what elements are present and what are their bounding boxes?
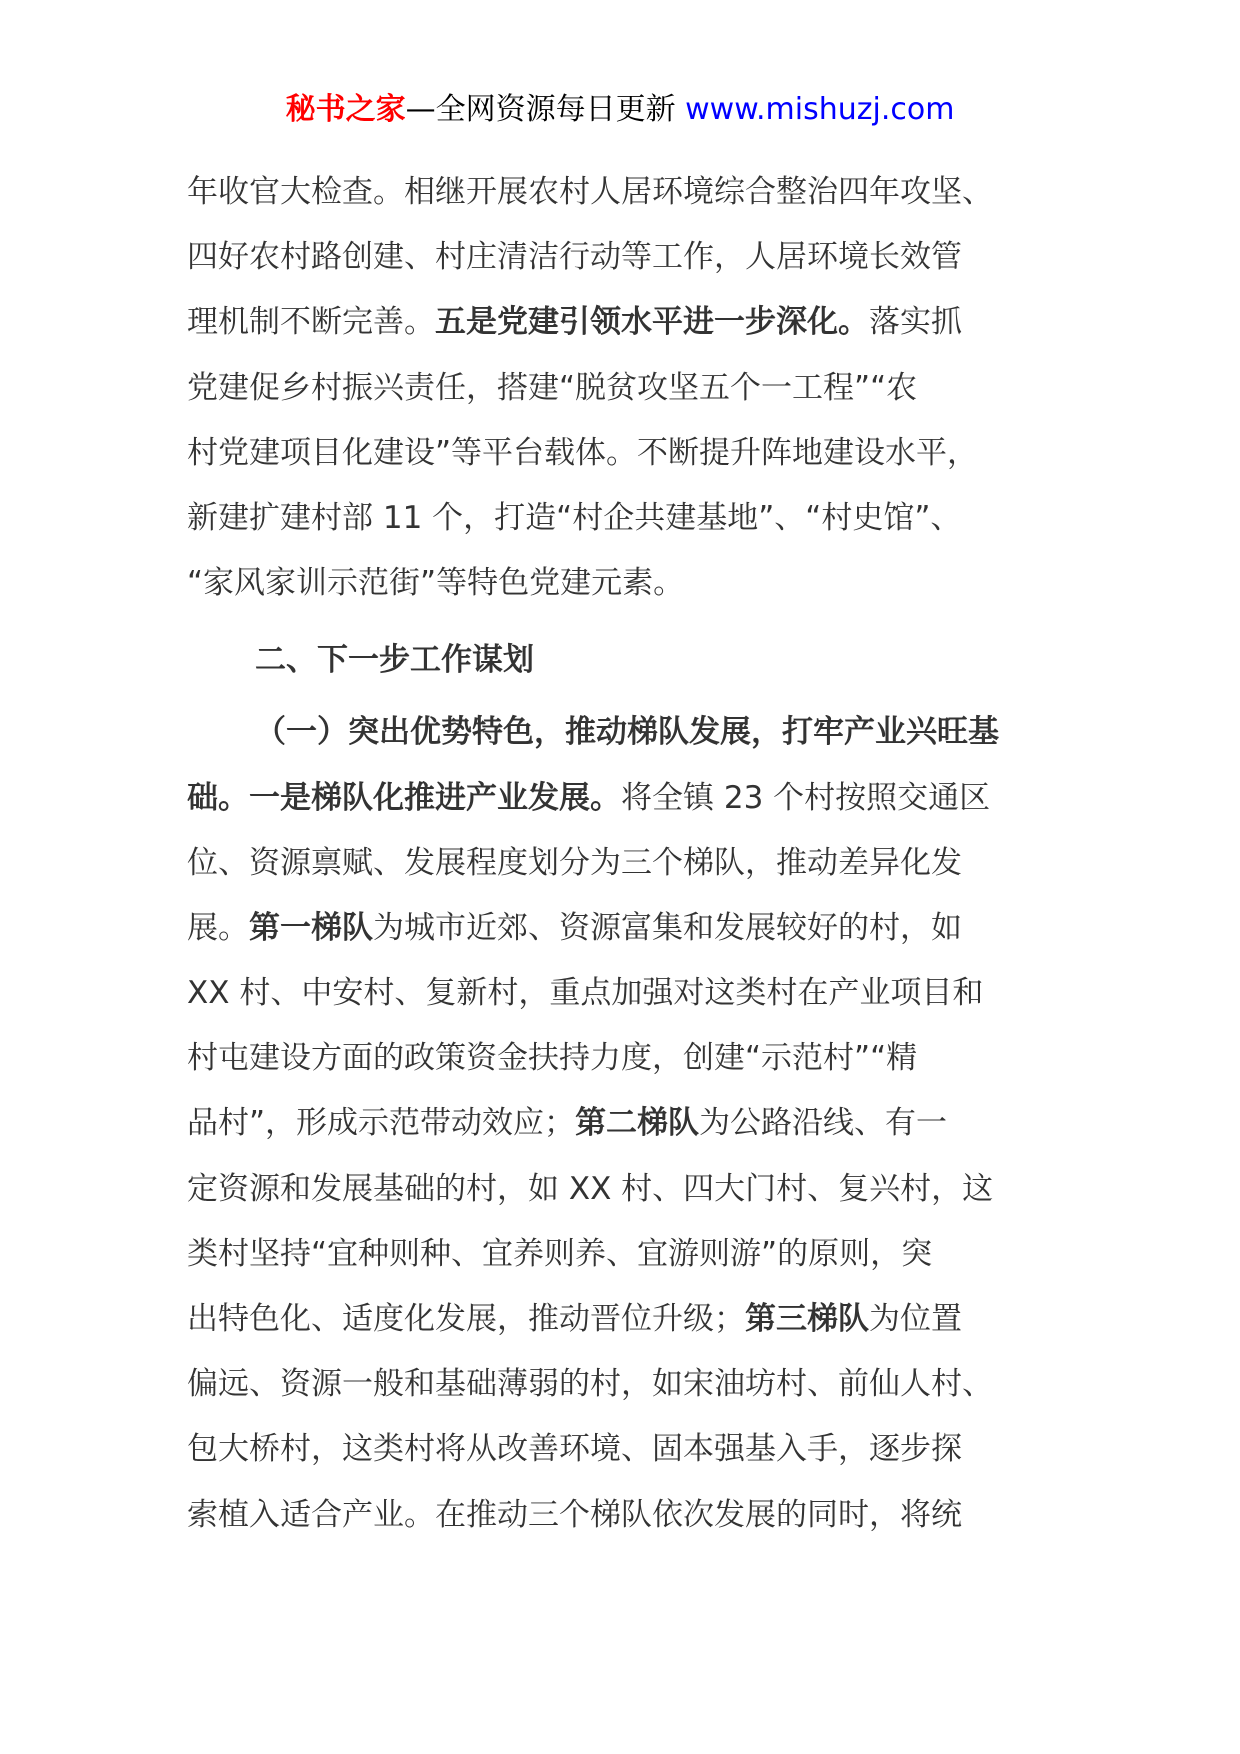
site-header bbox=[0, 90, 1240, 130]
text-line bbox=[187, 1287, 1067, 1352]
text-run: 出特色化、适度化发展，推动晋位升级； bbox=[187, 1301, 745, 1337]
brand-name: 秘书之家 bbox=[285, 92, 406, 127]
site-url-link[interactable]: www.mishuzj.com bbox=[685, 92, 955, 127]
text-line: 偏远、资源一般和基础薄弱的村，如宋油坊村、前仙人村、 bbox=[187, 1366, 993, 1403]
text-line: XX 村、中安村、复新村，重点加强对这类村在产业项目和 bbox=[187, 975, 984, 1012]
section-heading: 二、下一步工作谋划 bbox=[255, 642, 534, 679]
text-run: 将全镇 23 个村按照交通区 bbox=[621, 779, 991, 816]
text-run: 展。 bbox=[187, 909, 249, 946]
text-line: 村屯建设方面的政策资金扶持力度，创建“示范村”“精 bbox=[187, 1040, 918, 1077]
text-line: 包大桥村，这类村将从改善环境、固本强基入手，逐步探 bbox=[187, 1431, 962, 1468]
text-run: 理机制不断完善。 bbox=[187, 304, 435, 341]
bold-run: 础。一是梯队化推进产业发展。 bbox=[187, 779, 621, 816]
header-tagline: —全网资源每日更新 bbox=[405, 92, 686, 127]
text-line: 定资源和发展基础的村，如 XX 村、四大门村、复兴村，这 bbox=[187, 1170, 994, 1207]
text-line: 党建促乡村振兴责任，搭建“脱贫攻坚五个一工程”“农 bbox=[187, 369, 918, 406]
subsection-heading-line: （一）突出优势特色，推动梯队发展，打牢产业兴旺基 bbox=[255, 714, 999, 751]
text-line bbox=[187, 290, 1067, 355]
text-run: 为位置 bbox=[869, 1301, 962, 1337]
text-line: 村党建项目化建设”等平台载体。不断提升阵地建设水平， bbox=[187, 434, 979, 471]
bold-run: 五是党建引领水平进一步深化。 bbox=[435, 304, 869, 341]
text-run: 落实抓 bbox=[869, 304, 962, 341]
text-line: 新建扩建村部 11 个，打造“村企共建基地”、“村史馆”、 bbox=[187, 499, 962, 536]
text-run: 为公路沿线、有一 bbox=[699, 1105, 948, 1142]
text-line: “家风家训示范街”等特色党建元素。 bbox=[187, 565, 685, 602]
text-line: 类村坚持“宜种则种、宜养则养、宜游则游”的原则，突 bbox=[187, 1235, 933, 1272]
bold-run: 第二梯队 bbox=[575, 1105, 700, 1142]
bold-run: 第一梯队 bbox=[249, 909, 373, 946]
text-line: 索植入适合产业。在推动三个梯队依次发展的同时，将统 bbox=[187, 1496, 962, 1533]
text-line bbox=[187, 896, 1067, 961]
text-line bbox=[187, 1091, 1067, 1156]
text-line: 位、资源禀赋、发展程度划分为三个梯队，推动差异化发 bbox=[187, 844, 962, 881]
document-body bbox=[187, 160, 1067, 1548]
text-line: 年收官大检查。相继开展农村人居环境综合整治四年攻坚、 bbox=[187, 174, 993, 210]
text-line bbox=[187, 766, 1067, 831]
text-run: 为城市近郊、资源富集和发展较好的村，如 bbox=[373, 909, 962, 946]
text-run: 品村”，形成示范带动效应； bbox=[187, 1105, 576, 1142]
bold-run: 第三梯队 bbox=[745, 1301, 869, 1337]
text-line: 四好农村路创建、村庄清洁行动等工作，人居环境长效管 bbox=[187, 239, 962, 276]
